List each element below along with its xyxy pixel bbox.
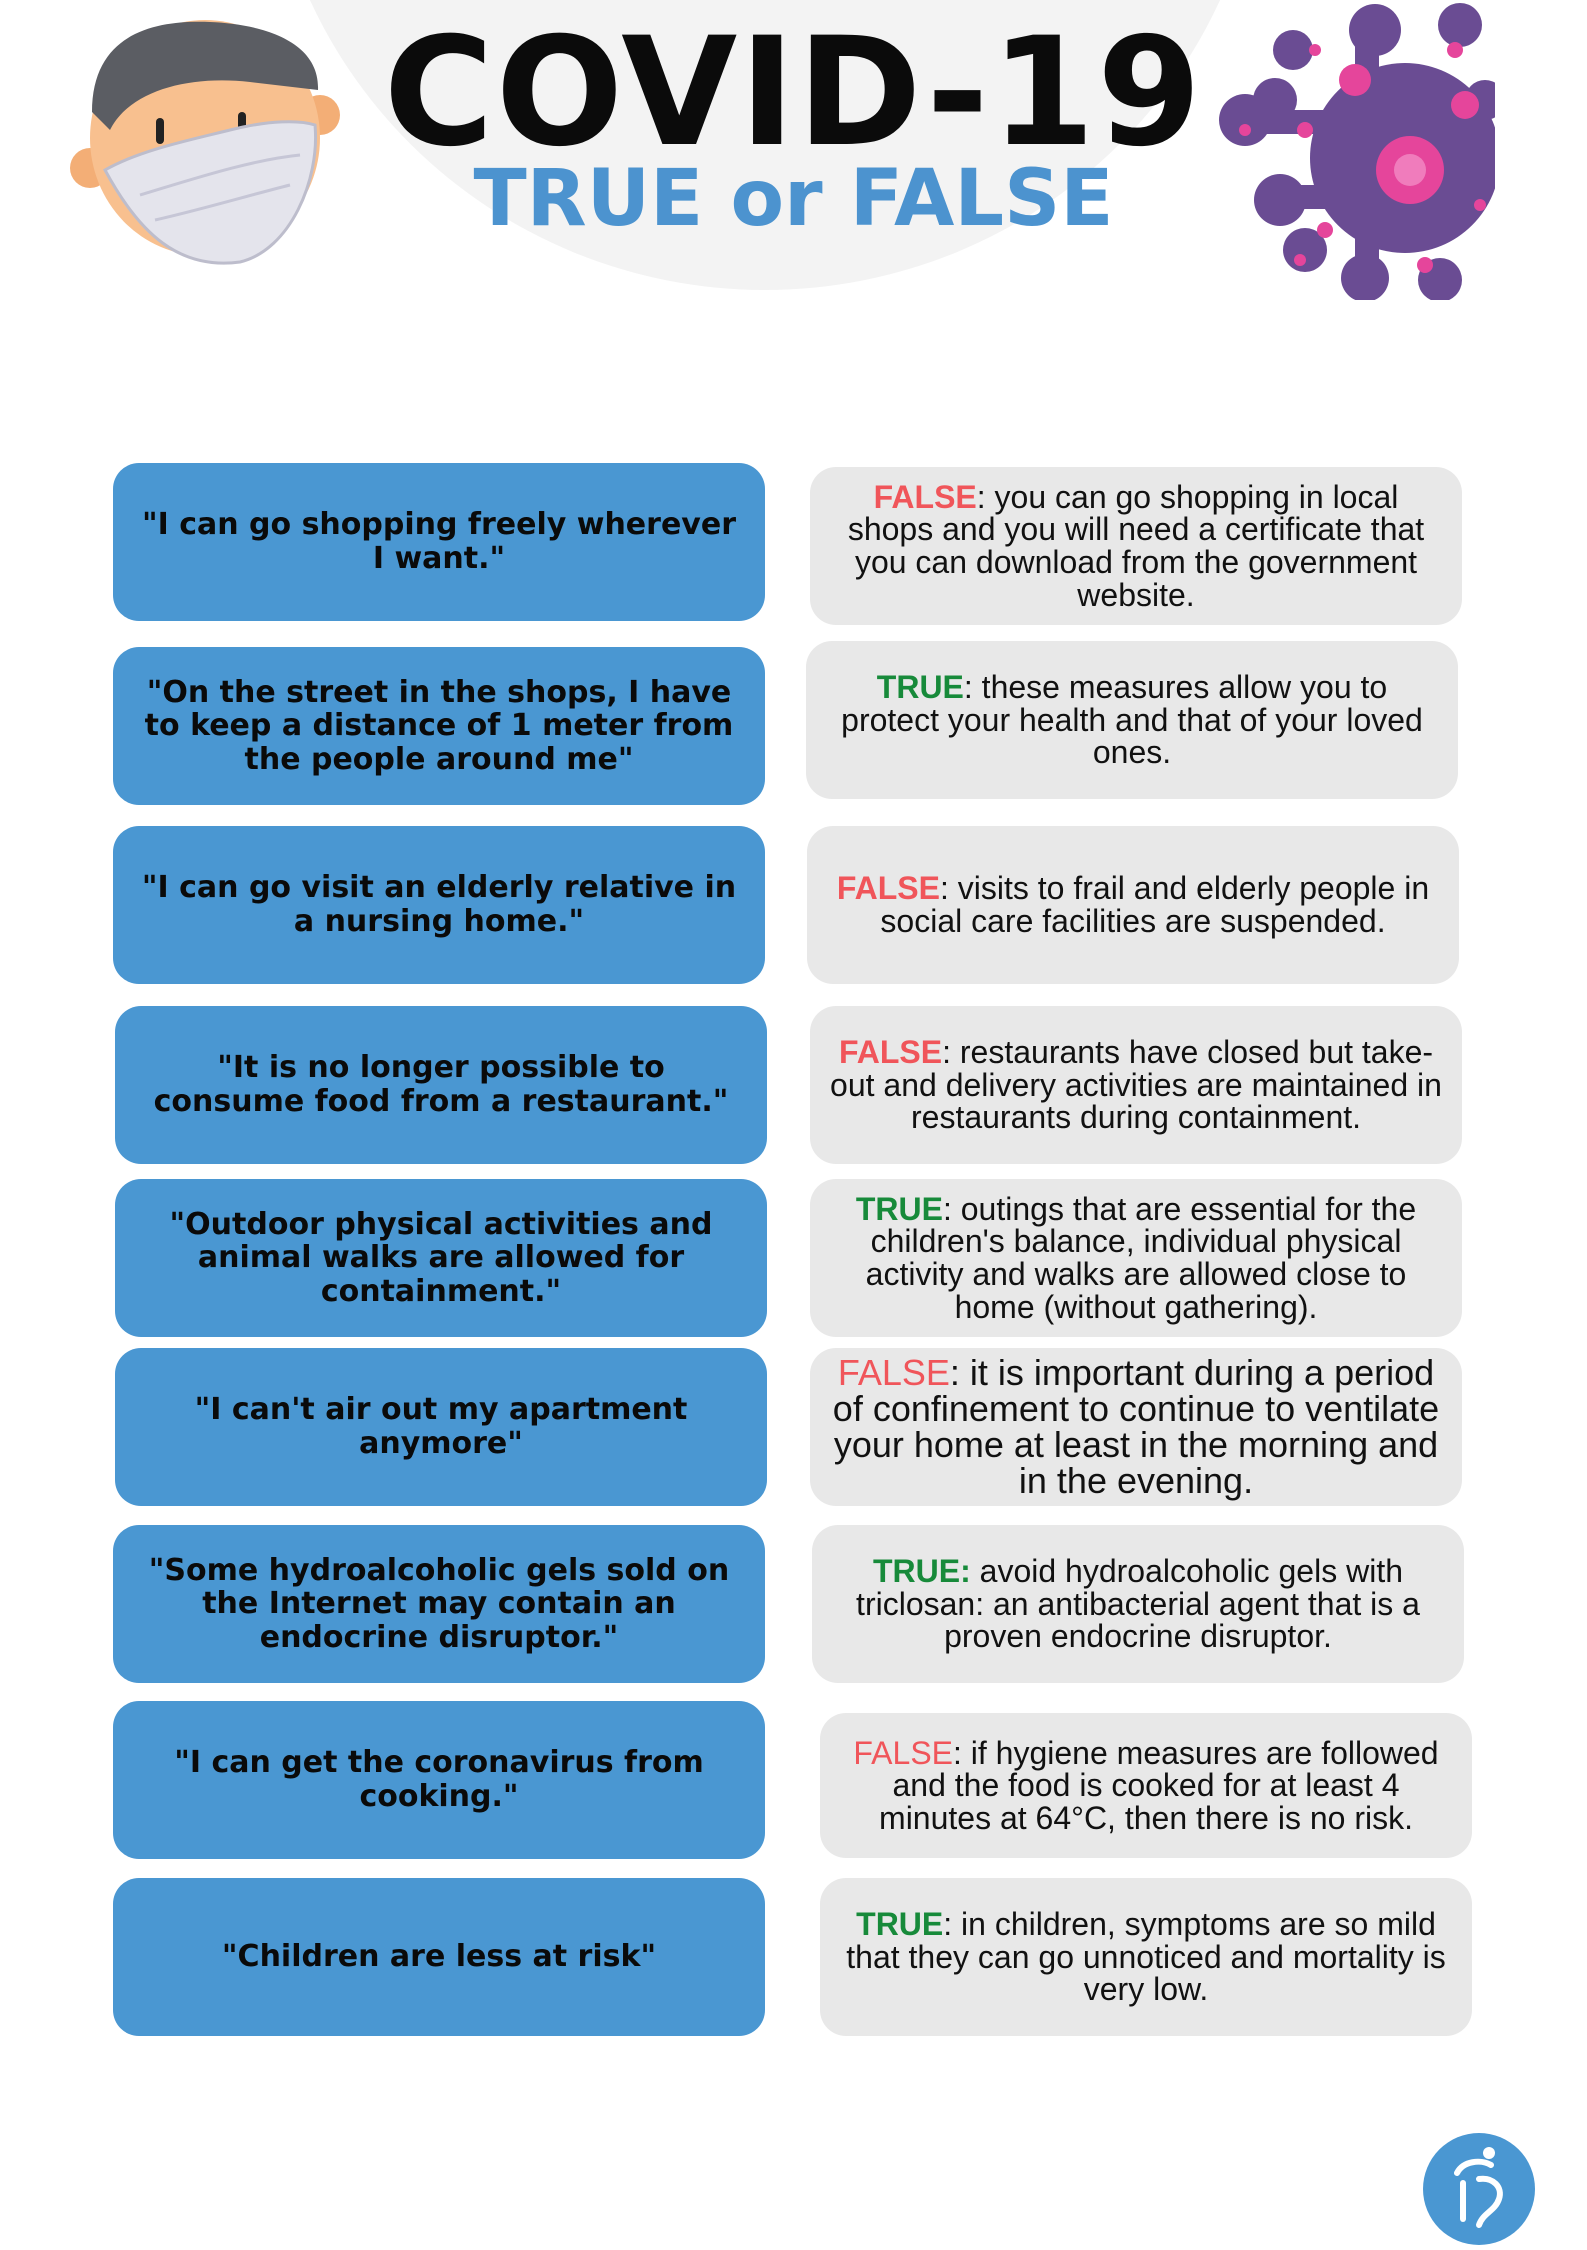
- statement-card: [113, 463, 765, 621]
- verdict-label: FALSE: [873, 478, 977, 515]
- verdict-label: FALSE: [853, 1734, 953, 1771]
- answer-explanation: : outings that are essential for the children's balance, individual physical activity and walks are allowed close to home (without gathering).: [865, 1190, 1417, 1325]
- answer-card: [820, 1878, 1472, 2036]
- answer-card: [810, 1348, 1462, 1506]
- answer-text: [824, 671, 1440, 769]
- answer-text: [828, 1036, 1444, 1134]
- verdict-label: TRUE: [856, 1906, 944, 1943]
- statement-card: [115, 1006, 767, 1164]
- statement-text: "I can get the coronavirus from cooking.": [174, 1745, 704, 1814]
- verdict-label: TRUE:: [873, 1553, 971, 1590]
- statement-text: "Children are less at risk": [221, 1939, 657, 1975]
- statement-card: [113, 826, 765, 984]
- answer-text: [828, 478, 1444, 613]
- page-title: COVID-19: [383, 6, 1204, 180]
- verdict-label: FALSE: [837, 1352, 950, 1393]
- statement-text: "Outdoor physical activities and animal walks are allowed for containment.": [169, 1206, 713, 1309]
- statement-card: [113, 1878, 765, 2036]
- verdict-label: FALSE: [838, 1034, 943, 1071]
- statement-text: "It is no longer possible to consume food from a restaurant.": [153, 1050, 729, 1119]
- answer-explanation: : in children, symptoms are so mild that they can go unnoticed and mortality is very low.: [846, 1906, 1446, 2008]
- answer-card: [810, 467, 1462, 625]
- statement-text: "I can go visit an elderly relative in a nursing home.": [141, 870, 737, 939]
- answer-explanation: : you can go shopping in local shops and you will need a certificate that you can download from the government website.: [847, 478, 1425, 613]
- answer-explanation: : visits to frail and elderly people in social care facilities are suspended.: [880, 870, 1430, 939]
- answer-card: [806, 641, 1458, 799]
- verdict-label: FALSE: [836, 870, 940, 907]
- answer-text: [838, 1908, 1454, 2006]
- answer-text: [838, 1734, 1454, 1836]
- answer-text: [825, 872, 1441, 937]
- statement-text: "I can't air out my apartment anymore": [194, 1392, 688, 1461]
- statement-card: [115, 1179, 767, 1337]
- statement-card: [113, 1525, 765, 1683]
- logo-icon: [1423, 2133, 1535, 2250]
- verdict-label: TRUE: [876, 669, 964, 706]
- answer-explanation: : restaurants have closed but take-out and delivery activities are maintained in restaurants during containment.: [830, 1034, 1442, 1136]
- statement-card: [115, 1348, 767, 1506]
- statement-card: [113, 647, 765, 805]
- answer-card: [810, 1179, 1462, 1337]
- answer-explanation: : it is important during a period of confinement to continue to ventilate your home at least in the morning and in the evening.: [832, 1352, 1440, 1501]
- answer-card: [820, 1713, 1472, 1858]
- answer-text: [828, 1352, 1444, 1501]
- answer-card: [807, 826, 1459, 984]
- answer-text: [830, 1555, 1446, 1653]
- page-subtitle: TRUE or FALSE: [473, 154, 1114, 244]
- statement-text: "On the street in the shops, I have to keep a distance of 1 meter from the people around me": [144, 674, 734, 777]
- answer-card: [812, 1525, 1464, 1683]
- verdict-label: TRUE: [855, 1190, 943, 1227]
- statement-text: "Some hydroalcoholic gels sold on the Internet may contain an endocrine disruptor.": [148, 1552, 730, 1655]
- statement-card: [113, 1701, 765, 1859]
- answer-explanation: avoid hydroalcoholic gels with triclosan: an antibacterial agent that is a proven endocrine disruptor.: [856, 1553, 1420, 1655]
- answer-explanation: : these measures allow you to protect your health and that of your loved ones.: [841, 669, 1423, 771]
- statement-text: "I can go shopping freely wherever I want.": [141, 507, 736, 576]
- answer-text: [828, 1190, 1444, 1325]
- answer-card: [810, 1006, 1462, 1164]
- answer-explanation: : if hygiene measures are followed and the food is cooked for at least 4 minutes at 64°C, then there is no risk.: [879, 1734, 1439, 1836]
